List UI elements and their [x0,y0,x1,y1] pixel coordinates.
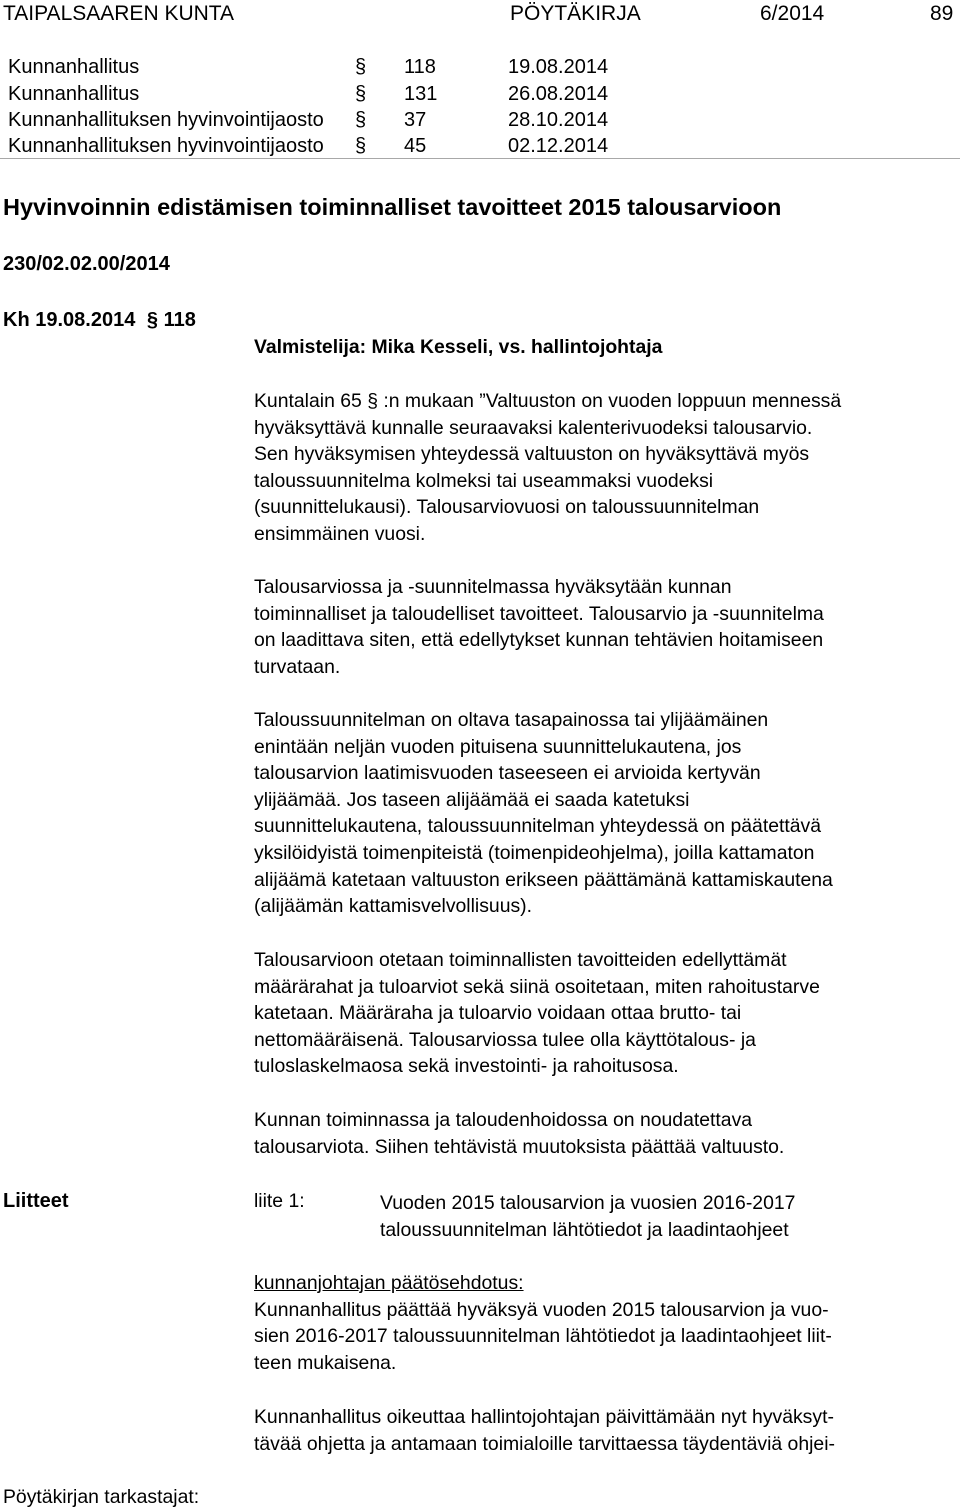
section-sign: § [146,309,159,331]
paragraph-line: talousarvion laatimisvuoden taseeseen ei arvioida kertyvän [254,762,761,785]
header-divider [0,158,960,159]
body-paragraph [254,388,954,548]
meeting-section: 45 [404,135,427,157]
section-sign: § [355,83,367,105]
page-number: 89 [930,2,954,25]
meeting-body: Kunnanhallituksen hyvinvointijaosto [8,109,324,131]
paragraph-line: määrärahat ja tuloarviot sekä siinä osoitetaan, miten rahoitustarve [254,975,820,998]
section-sign: § [355,135,367,157]
attachments-label: Liitteet [3,1190,69,1212]
document-type: PÖYTÄKIRJA [510,2,641,25]
paragraph-line: hyväksyttävä kunnalle seuraavaksi kalenterivuodeksi talousarvio. [254,416,813,439]
protocol-issue: 6/2014 [760,2,825,25]
paragraph-line: ylijäämää. Jos taseen alijäämää ei saada katetuksi [254,788,690,811]
body-paragraph [254,574,954,680]
paragraph-line: talousarviota. Siihen tehtävistä muutoksista päättää valtuusto. [254,1135,785,1158]
proposal-line: sien 2016-2017 taloussuunnitelman lähtötiedot ja laadintaohjeet liit- [254,1325,832,1348]
meeting-body: Kunnanhallitus [8,83,140,105]
meeting-section: 131 [404,83,438,105]
paragraph-line: (alijäämän kattamisvelvollisuus). [254,895,533,918]
body-paragraph [254,707,954,920]
attachment-line: taloussuunnitelman lähtötiedot ja laadintaohjeet [380,1218,789,1241]
paragraph-line: enintään neljän vuoden pituisena suunnittelukautena, jos [254,735,742,758]
kh-date: Kh 19.08.2014 [3,309,136,331]
proposal-line: Kunnanhallitus päättää hyväksyä vuoden 2015 talousarvion ja vuo- [254,1298,829,1321]
paragraph-line: turvataan. [254,655,341,678]
paragraph-line: tuloslaskelmaosa sekä investointi- ja rahoitusosa. [254,1055,679,1078]
proposal-heading: kunnanjohtajan päätösehdotus: [254,1272,524,1294]
paragraph-line: ensimmäinen vuosi. [254,522,426,545]
meeting-body: Kunnanhallitus [8,56,140,78]
paragraph-line: Talousarvioon otetaan toiminnallisten tavoitteiden edellyttämät [254,949,787,971]
paragraph-line: yksilöidyistä toimenpiteistä (toimenpideohjelma), joilla kattamaton [254,841,815,864]
attachment-line: Vuoden 2015 talousarvion ja vuosien 2016-2017 [380,1192,796,1214]
paragraph-line: on laadittava siten, että edellytykset kunnan tehtävien hoitamiseen [254,629,824,652]
meeting-section: 118 [404,56,436,78]
meeting-section: 37 [404,109,427,131]
attachment-description [380,1190,955,1243]
proposal-line: teen mukaisena. [254,1351,397,1374]
meeting-date: 02.12.2014 [508,135,609,157]
municipality-name: TAIPALSAAREN KUNTA [3,2,235,25]
section-sign: § [355,56,367,78]
reviewers-label: Pöytäkirjan tarkastajat: [3,1486,200,1508]
kh-reference [3,309,196,332]
document-title: Hyvinvoinnin edistämisen toiminnalliset tavoitteet 2015 talousarvioon [3,194,782,220]
meeting-date: 28.10.2014 [508,109,609,131]
paragraph-line: katetaan. Määräraha ja tuloarvio voidaan ottaa brutto- tai [254,1002,742,1025]
paragraph-line: suunnittelukautena, taloussuunnitelman yhteydessä on päätettävä [254,815,822,838]
paragraph-line: alijäämä katetaan valtuuston erikseen päättämänä kattamiskautena [254,868,833,891]
paragraph-line: Kuntalain 65 § :n mukaan ”Valtuuston on vuoden loppuun mennessä [254,390,842,412]
paragraph-line: toiminnalliset ja taloudelliset tavoitteet. Talousarvio ja -suunnitelma [254,602,824,625]
record-number: 230/02.02.00/2014 [3,253,170,275]
authorization-line: tävää ohjetta ja antamaan toimialoille tarvittaessa täydentäviä ohjei- [254,1432,835,1455]
meeting-date: 19.08.2014 [508,56,609,78]
paragraph-line: Kunnan toiminnassa ja taloudenhoidossa on noudatettava [254,1109,753,1131]
authorization-block [254,1404,954,1457]
section-sign: § [355,109,367,131]
authorization-line: Kunnanhallitus oikeuttaa hallintojohtajan päivittämään nyt hyväksyt- [254,1406,834,1428]
paragraph-line: taloussuunnitelma kolmeksi tai useammaksi vuodeksi [254,469,714,492]
paragraph-line: Sen hyväksymisen yhteydessä valtuuston on hyväksyttävä myös [254,443,810,466]
paragraph-line: Talousarviossa ja -suunnitelmassa hyväksytään kunnan [254,576,732,598]
meeting-date: 26.08.2014 [508,83,609,105]
meeting-body: Kunnanhallituksen hyvinvointijaosto [8,135,324,157]
body-paragraph [254,1107,954,1160]
paragraph-line: (suunnittelukausi). Talousarviovuosi on taloussuunnitelman [254,496,760,519]
body-paragraph [254,947,954,1080]
paragraph-line: nettomääräisenä. Talousarviossa tulee olla käyttötalous- ja [254,1028,756,1051]
kh-section: 118 [163,309,196,331]
paragraph-line: Taloussuunnitelman on oltava tasapainossa tai ylijäämäinen [254,709,769,731]
preparer-line: Valmistelija: Mika Kesseli, vs. hallintojohtaja [254,336,663,358]
attachment-item-label: liite 1: [254,1190,305,1212]
proposal-block [254,1270,954,1376]
